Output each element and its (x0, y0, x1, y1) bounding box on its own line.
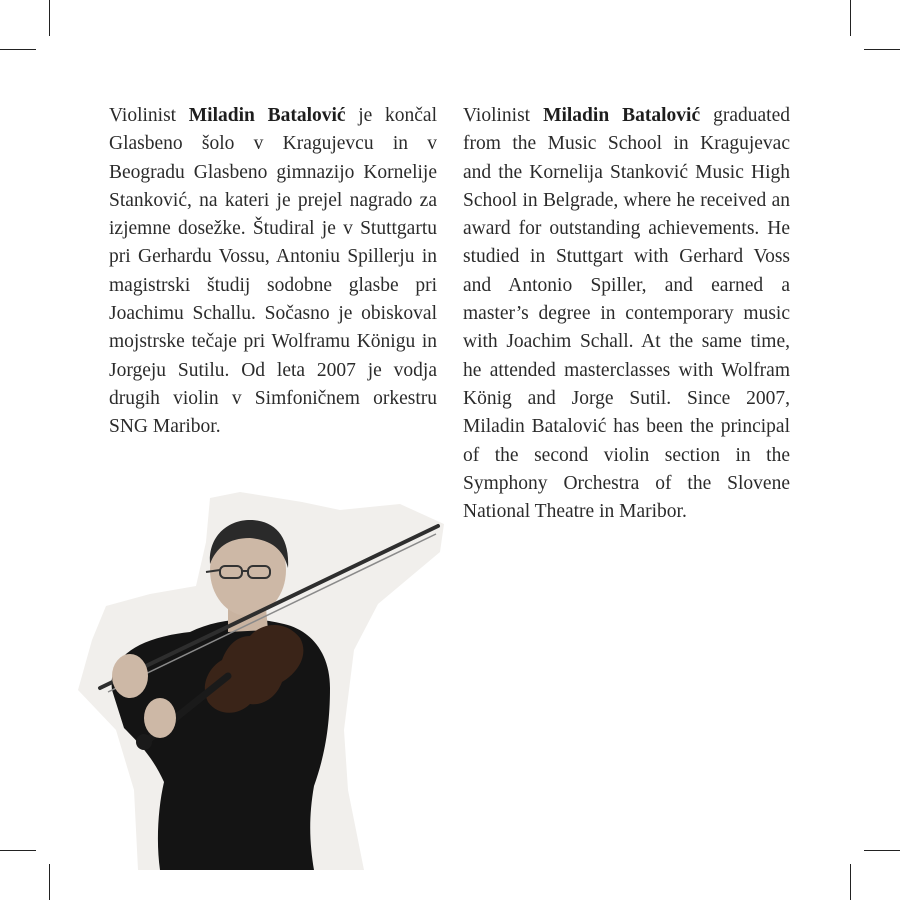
bio-body: graduated from the Music School in Kragujevac and the Kornelija Stanković Music High School in Belgrade, where he received an award for outstanding achievements. He studied in Stuttgart with Gerhard Voss and Antonio Spiller, and earned a master’s degree in contemporary music with Joachim Schall. At the same time, he attended masterclasses with Wolfram König and Jorge Sutil. Since 2007, Miladin Batalović has been the principal of the second violin section in the Symphony Orchestra of the Slovene National Theatre in Maribor. (463, 105, 790, 523)
bio-lead: Violinist (463, 105, 544, 126)
biography-english (463, 102, 790, 526)
violin-scroll (136, 734, 152, 750)
biography-paragraph (109, 102, 437, 442)
crop-mark (850, 864, 851, 900)
crop-mark (49, 0, 50, 36)
bio-body: je končal Glasbeno šolo v Kragujevcu in v Beogradu Glasbeno gimnazijo Kornelije Stanković, na kateri je prejel nagrado za izjemne dosežke. Študiral je v Stuttgartu pri Gerhardu Vossu, Antoniu Spillerju in magistrski študij sodobne glasbe pri Joachimu Schallu. Sočasno je obiskoval mojstrske tečaje pri Wolframu Königu in Jorgeju Sutilu. Od leta 2007 je vodja drugih violin v Simfoničnem orkestru SNG Maribor. (109, 105, 437, 438)
crop-mark (864, 850, 900, 851)
crop-mark (0, 49, 36, 50)
bio-lead: Violinist (109, 105, 189, 126)
crop-mark (850, 0, 851, 36)
crop-mark (864, 49, 900, 50)
artist-name: Miladin Batalović (188, 105, 346, 126)
biography-paragraph (463, 102, 790, 526)
violinist-photo (78, 490, 446, 870)
artist-name: Miladin Batalović (543, 105, 701, 126)
crop-mark (49, 864, 50, 900)
bow-hand (112, 654, 148, 698)
crop-mark (0, 850, 36, 851)
biography-slovene (109, 102, 437, 442)
fingering-hand (144, 698, 176, 738)
